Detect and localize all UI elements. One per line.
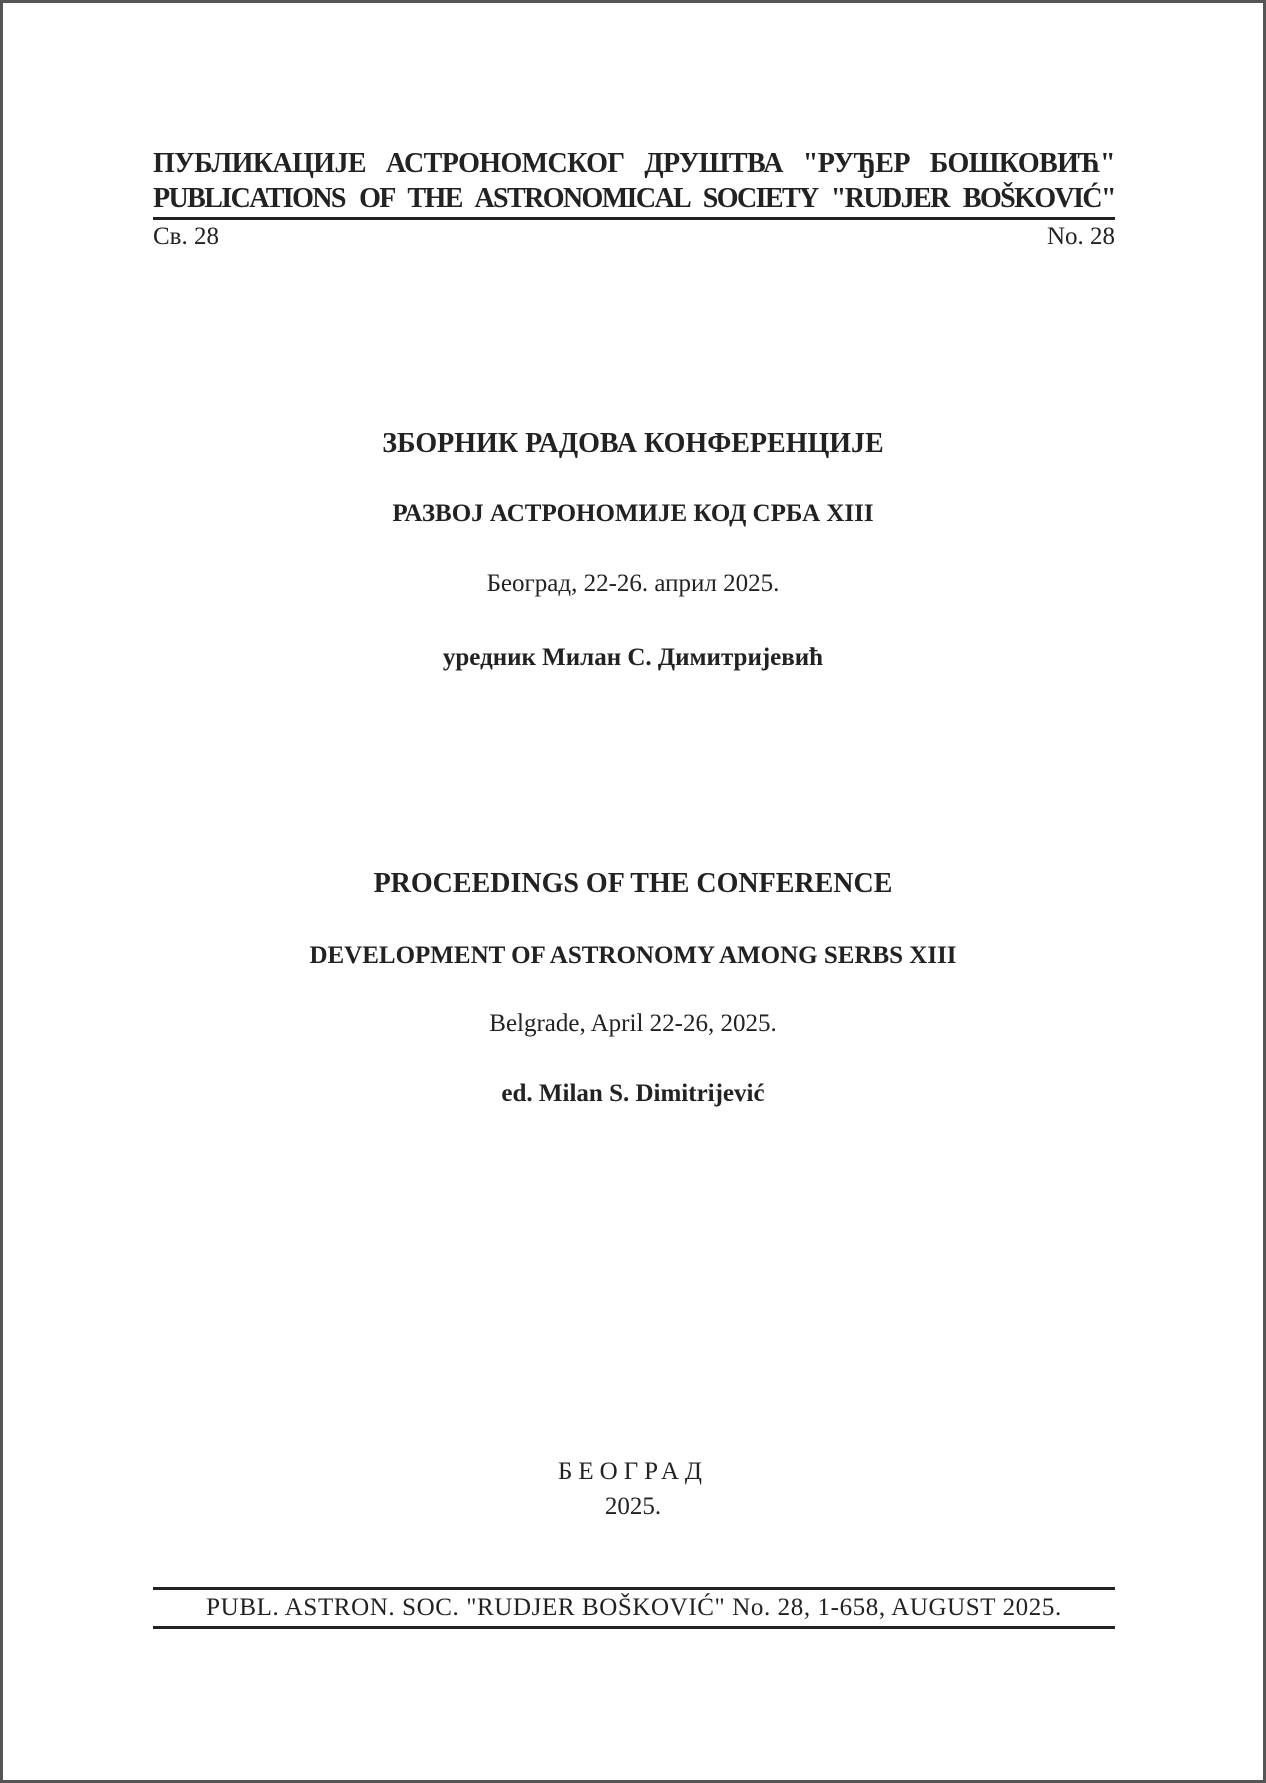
conference-place-date-english: Belgrade, April 22-26, 2025. xyxy=(489,1010,777,1037)
footer-rule-bottom xyxy=(153,1626,1115,1629)
issue-row xyxy=(153,222,1115,252)
series-title-cyrillic: ПУБЛИКАЦИЈЕ АСТРОНОМСКОГ ДРУШТВА "РУЂЕР БОШКОВИЋ" xyxy=(153,148,1115,179)
citation-line: PUBL. ASTRON. SOC. "RUDJER BOŠKOVIĆ" No. 28, 1-658, AUGUST 2025. xyxy=(206,1594,1062,1621)
conference-name-english: DEVELOPMENT OF ASTRONOMY AMONG SERBS XIII xyxy=(309,942,957,969)
series-header xyxy=(153,146,1115,252)
series-title-latin: PUBLICATIONS OF THE ASTRONOMICAL SOCIETY "RUDJER BOŠKOVIĆ" xyxy=(153,183,1115,214)
proceedings-title-serbian: ЗБОРНИК РАДОВА КОНФЕРЕНЦИЈЕ xyxy=(382,428,884,459)
editor-serbian: уредник Милан С. Димитријевић xyxy=(442,644,824,671)
volume-number-latin: No. 28 xyxy=(1046,223,1115,250)
conference-place-date-serbian: Београд, 22-26. април 2025. xyxy=(486,570,780,597)
header-rule xyxy=(153,217,1115,220)
imprint-year: 2025. xyxy=(604,1493,662,1520)
volume-number-cyrillic: Св. 28 xyxy=(153,223,219,250)
imprint-city: БЕОГРАД xyxy=(558,1458,708,1485)
editor-english: ed. Milan S. Dimitrijević xyxy=(501,1080,765,1107)
citation-footer xyxy=(153,1587,1115,1629)
proceedings-title-english: PROCEEDINGS OF THE CONFERENCE xyxy=(373,868,893,899)
conference-name-serbian: РАЗВОЈ АСТРОНОМИЈЕ КОД СРБА XIII xyxy=(392,500,874,527)
